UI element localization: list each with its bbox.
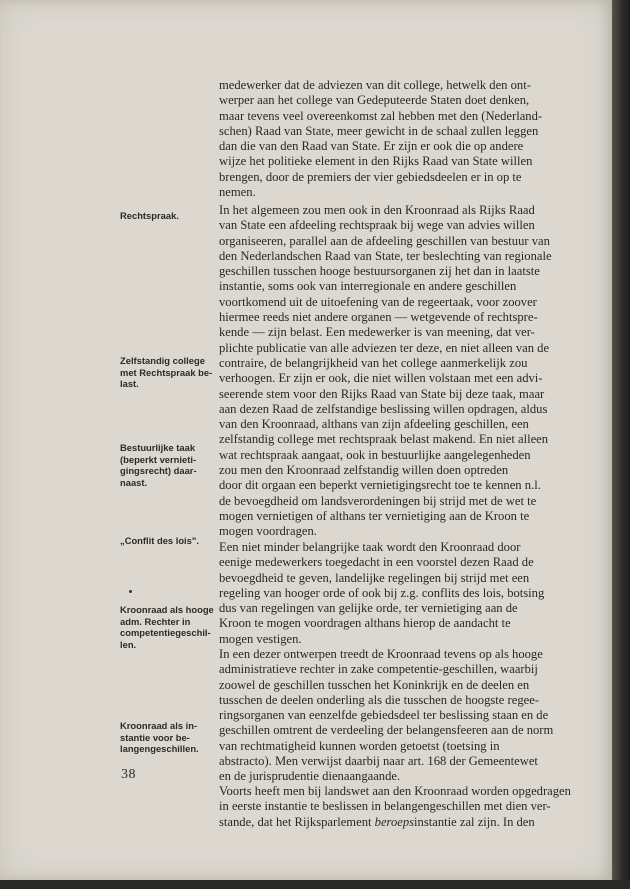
page-edge-shadow [612,0,630,889]
margin-note-conflit-des-lois: „Conflit des lois". [120,535,199,546]
page-number: 38 [121,767,136,782]
margin-note-competentiegeschillen: Kroonraad als hooge adm. Rechter in competentiegeschil- len. [120,604,214,650]
ink-speck [129,590,132,593]
bottom-edge-shadow [0,880,630,889]
margin-note-zelfstandig-college: Zelfstandig college met Rechtspraak be- last. [120,355,213,390]
paragraph-3: Een niet minder belangrijke taak wordt den Kroonraad door eenige medewerkers toegedacht in een voorstel dezen Raad de bevoegdheid te geven, landelijke regelingen bij strijd met een regeling van hooger orde of ook bij z.g. conflits des lois, botsing dus van regelingen van gelijke orde, ter vernietiging aan de Kroon te mogen voordragen althans hierop de aandacht te mogen vestigen. [219,540,545,646]
margin-note-bestuurlijke-taak: Bestuurlijke taak (beperkt vernieti- gingsrecht) daar- naast. [120,442,197,488]
paragraph-5: Voorts heeft men bij landswet aan den Kroonraad worden opgedragen in eerste instantie te beslissen in belangengeschillen met dien ver- stande, dat het Rijksparlement beroepsinstantie zal zijn. In den [219,784,571,829]
paragraph-1: medewerker dat de adviezen van dit college, hetwelk den ont- werper aan het college van Gedeputeerde Staten doet denken, maar tevens veel overeenkomst zal hebben met den (Nederland- schen) Raad van State, meer gewicht in de schaal zullen leggen dan die van den Raad van State. Er zijn er ook die op andere wijze het politieke element in den Rijks Raad van State willen brengen, door de premiers der vier gebiedsdeelen er in op te nemen. [219,78,543,200]
paragraph-2: In het algemeen zou men ook in den Kroonraad als Rijks Raad van State een afdeeling rechtspraak bij wege van advies willen organiseeren, parallel aan de afdeeling geschillen van bestuur van den Nederlandschen Raad van State, ter beslechting van regionale geschillen tusschen hooge bestuursorganen zij het dan in laatste instantie, soms ook van interregionale en andere geschillen voortkomend uit de uitoefening van de regeertaak, voor zoover hiermee reeds niet andere organen — wetgevende of rechtspre- kende — zijn belast. Een medewerker is van meening, dat ver- plichte publicatie van alle adviezen ter deze, en niet alleen van de contraire, de belangrijkheid van het college aanmerkelijk zou verhoogen. Er zijn er ook, die niet willen volstaan met een advi- seerende stem voor den Rijks Raad van State bij deze taak, maar aan dezen Raad de zelfstandige beslissing willen opdragen, aldus van den Kroonraad, althans van zijn afdeeling geschillen, een zelfstandig college met rechtspraak belast makend. En niet alleen wat rechtspraak aangaat, ook in bestuurlijke aangelegenheden zou men den Kroonraad zelfstandig willen doen optreden door dit orgaan een beperkt vernietigingsrecht toe te kennen n.l. de bevoegdheid om landsverordeningen bij strijd met de wet te mogen vernietigen of althans ter vernietiging aan de Kroon te mogen voordragen. [219,203,552,539]
paragraph-4: In een dezer ontwerpen treedt de Kroonraad tevens op als hooge administratieve rechter in zake competentie-geschillen, waarbij zoowel de geschillen tusschen het Koninkrijk en de deelen en tusschen de deelen onderling als die tusschen de hoogste regee- ringsorganen van eenzelfde gebiedsdeel ter beslissing staan en de geschillen omtrent de verdeeling der belangensfeeren aan de norm van rechtmatigheid kunnen worden getoetst (toetsing in abstracto). Men verwijst daarbij naar art. 168 der Gemeentewet en de jurisprudentie dienaangaande. [219,647,554,784]
margin-note-rechtspraak: Rechtspraak. [120,210,179,221]
margin-note-belangengeschillen: Kroonraad als in- stantie voor be- langengeschillen. [120,720,199,755]
